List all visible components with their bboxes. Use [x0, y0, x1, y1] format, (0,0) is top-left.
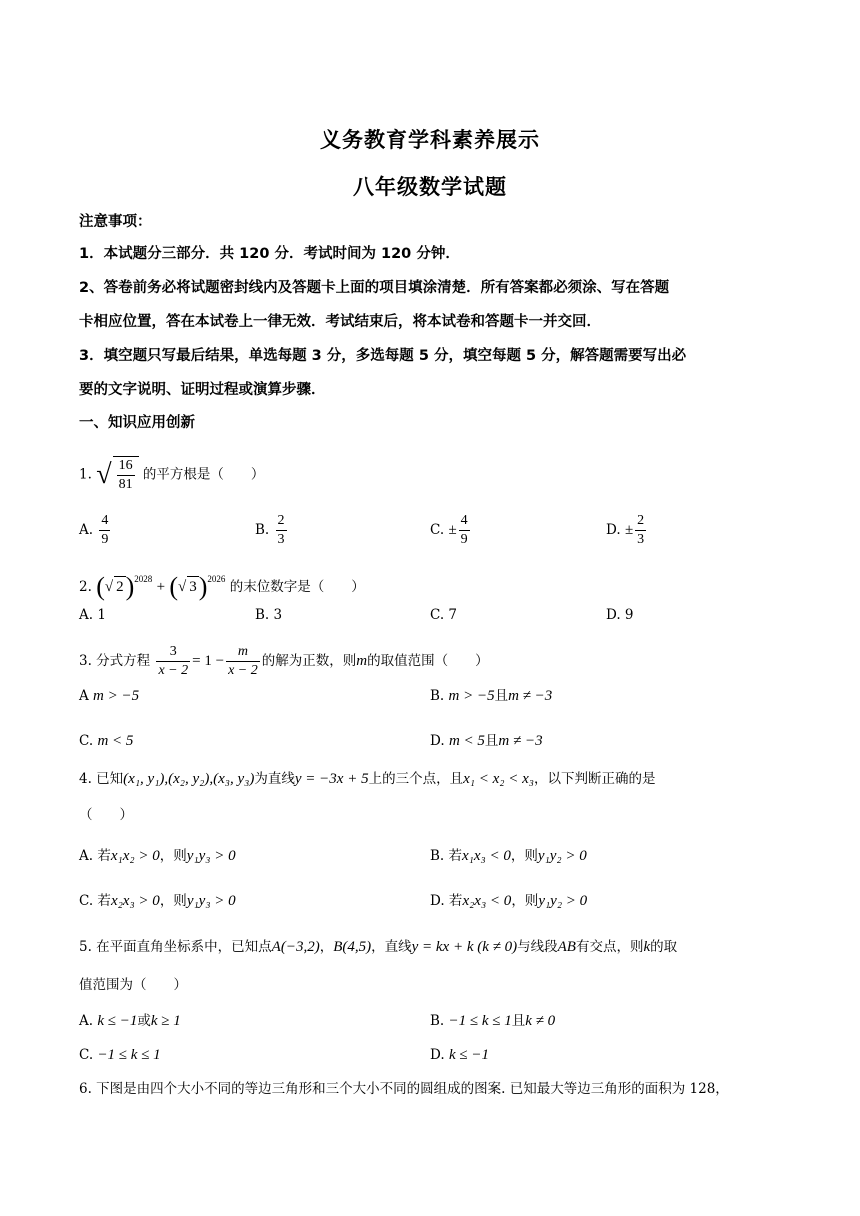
q3-a-math: m > −5: [93, 688, 140, 704]
q3-c-math: m < 5: [97, 733, 134, 749]
q3-frac1-den: x − 2: [158, 663, 189, 678]
q4-a-label: A. 若: [79, 848, 111, 864]
q5-b-and: 且: [511, 1013, 526, 1029]
q5-pre: 5. 在平面直角坐标系中，已知点: [79, 939, 272, 955]
q1-radical: √ $\frac{16}{81}$: [96, 456, 138, 494]
q2-base-1: 2: [114, 576, 126, 597]
q2-text: 的末位数字是（ ）: [229, 579, 365, 595]
q4-bracket: （ ）: [79, 807, 133, 823]
q4-b-label: B. 若: [430, 848, 463, 864]
q1-option-c[interactable]: [430, 512, 472, 549]
q5-point-a: A(−3,2): [271, 939, 320, 955]
q4-b-then: ，则: [510, 848, 538, 864]
q1-d-den: 3: [637, 532, 645, 547]
exam-subtitle: 八年级数学试题: [353, 175, 507, 199]
q3-number: 3. 分式方程: [79, 653, 151, 669]
section-heading: 一、知识应用创新: [79, 415, 195, 431]
q5-mid-2: 与线段: [517, 939, 558, 955]
q5-point-b: B(4,5): [333, 939, 372, 955]
q1-b-den: 3: [277, 532, 285, 547]
q5-line-2: 值范围为（ ）: [79, 977, 187, 993]
q3-option-b[interactable]: [430, 686, 552, 706]
q5-line-eq: y = kx + k (k ≠ 0): [411, 939, 518, 955]
q4-d-result: y₁y₂ > 0: [538, 893, 588, 909]
notice-2a: 2、答卷前务必将试题密封线内及答题卡上面的项目填涂清楚．所有答案都必须涂、写在答题: [79, 280, 670, 296]
q3-text: 的解为正数，则: [261, 653, 357, 669]
q2-exp-1: 2028: [134, 574, 153, 584]
q5-a-or: 或: [137, 1013, 151, 1029]
q5-mid-3: 有交点，则: [575, 939, 644, 955]
q5-c-label: C.: [79, 1047, 94, 1063]
q5-k: k: [643, 939, 651, 955]
q4-d-label: D. 若: [430, 893, 463, 909]
q4-a-cond: x₁x₂ > 0: [110, 848, 160, 864]
notice-2b: 卡相应位置，答在本试卷上一律无效．考试结束后，将本试卷和答题卡一并交回．: [79, 314, 601, 330]
q1-c-label: C.: [430, 522, 445, 538]
q1-c-den: 9: [460, 532, 468, 547]
q3-text-2: 的取值范围（ ）: [367, 653, 489, 669]
q5-a-math1: k ≤ −1: [97, 1013, 138, 1029]
q3-b-and: 且: [494, 688, 509, 704]
q5-comma: ，: [319, 939, 334, 955]
q5-a-math2: k ≥ 1: [150, 1013, 181, 1029]
question-6: 6. 下图是由四个大小不同的等边三角形和三个大小不同的圆组成的图案. 已知最大等边三角形的面积为 128，: [79, 1081, 729, 1097]
q1-text: 的平方根是（ ）: [142, 466, 265, 483]
q3-frac1-num: 3: [169, 644, 177, 659]
q3-frac2-num: m: [237, 644, 248, 659]
q2-option-a[interactable]: A. 1: [79, 607, 106, 623]
q3-frac2-den: x − 2: [228, 663, 258, 678]
q5-option-c[interactable]: [79, 1045, 161, 1065]
q1-c-pm: ±: [448, 522, 457, 538]
q1-b-label: B.: [255, 522, 270, 538]
q4-a-result: y₁y₃ > 0: [186, 848, 236, 864]
q1-d-pm: ±: [624, 522, 634, 538]
q2-plus: +: [156, 579, 166, 595]
question-5: [79, 937, 789, 957]
q2-option-b[interactable]: B. 3: [255, 607, 283, 623]
q4-d-cond: x₂x₃ < 0: [462, 893, 512, 909]
notice-1: 1．本试题分三部分．共 120 分．考试时间为 120 分钟．: [79, 246, 460, 262]
q1-option-a[interactable]: [79, 512, 112, 549]
q4-b-result: y₁y₂ > 0: [537, 848, 587, 864]
q4-option-a[interactable]: [79, 846, 236, 866]
q1-number: 1.: [79, 466, 92, 483]
q3-d-label: D.: [430, 733, 445, 749]
q2-base-2: 3: [187, 576, 199, 597]
q4-option-c[interactable]: [79, 891, 236, 911]
q2-option-d[interactable]: D. 9: [606, 607, 634, 623]
q3-d-math2: m ≠ −3: [498, 733, 543, 749]
q3-option-d[interactable]: [430, 731, 543, 751]
q3-d-and: 且: [484, 733, 499, 749]
q3-d-math1: m < 5: [448, 733, 485, 749]
q4-d-then: ，则: [511, 893, 539, 909]
q3-option-a[interactable]: [79, 686, 139, 706]
q3-b-label: B.: [430, 688, 445, 704]
q5-option-a[interactable]: [79, 1011, 181, 1031]
q5-a-label: A.: [79, 1013, 94, 1029]
q1-a-num: 4: [101, 513, 109, 528]
q5-d-math: k ≤ −1: [448, 1047, 489, 1063]
question-1: [79, 456, 789, 494]
question-2: 2. (√ 2)$^{2028}$ + (√ 3)$^{2026}$ 的末位数字是（ ）: [79, 572, 365, 601]
q4-c-then: ，则: [159, 893, 187, 909]
q4-mid: 为直线: [254, 771, 295, 787]
q1-radicand-den: 81: [118, 477, 133, 492]
notice-heading: 注意事项：: [79, 214, 152, 230]
q3-var: m: [356, 653, 368, 669]
q1-option-d[interactable]: [606, 512, 648, 549]
q4-b-cond: x₁x₃ < 0: [462, 848, 511, 864]
q2-exp-2: 2026: [207, 574, 226, 584]
q5-segment: AB: [557, 939, 576, 955]
q5-d-label: D.: [430, 1047, 445, 1063]
q2-number: 2.: [79, 579, 92, 595]
q1-c-num: 4: [460, 513, 468, 528]
q5-mid: ，直线: [371, 939, 412, 955]
q4-option-d[interactable]: [430, 891, 587, 911]
q4-c-label: C. 若: [79, 893, 111, 909]
question-4: [79, 769, 789, 789]
q3-option-c[interactable]: [79, 731, 133, 751]
q4-pre: 4. 已知: [79, 771, 124, 787]
q1-d-label: D.: [606, 522, 621, 538]
q5-option-d[interactable]: [430, 1045, 489, 1065]
q4-a-then: ，则: [159, 848, 187, 864]
notice-3a: 3．填空题只写最后结果，单选每题 3 分，多选每题 5 分，填空每题 5 分，解答题需要写出必: [79, 348, 687, 364]
q4-option-b[interactable]: [430, 846, 587, 866]
notice-3b: 要的文字说明、证明过程或演算步骤．: [79, 382, 326, 398]
q5-post: 的取: [650, 939, 678, 955]
q3-c-label: C.: [79, 733, 94, 749]
exam-title: 义务教育学科素养展示: [320, 128, 540, 152]
q5-b-math1: −1 ≤ k ≤ 1: [448, 1013, 512, 1029]
q1-d-num: 2: [637, 513, 645, 528]
q5-b-math2: k ≠ 0: [525, 1013, 556, 1029]
q3-a-label: A: [79, 688, 89, 704]
question-3: [79, 643, 789, 680]
q4-post: ，以下判断正确的是: [533, 771, 656, 787]
q3-b-math2: m ≠ −3: [508, 688, 553, 704]
q5-b-label: B.: [430, 1013, 445, 1029]
q5-c-math: −1 ≤ k ≤ 1: [97, 1047, 161, 1063]
q1-radicand-num: 16: [118, 458, 133, 473]
q4-c-result: y₁y₃ > 0: [186, 893, 236, 909]
q2-option-c[interactable]: C. 7: [430, 607, 458, 623]
q3-equals: = 1 −: [192, 653, 225, 669]
q4-c-cond: x₂x₃ > 0: [110, 893, 160, 909]
q1-a-den: 9: [101, 532, 109, 547]
q4-points: (x₁, y₁),(x₂, y₂),(x₃, y₃): [123, 771, 255, 787]
q3-b-math1: m > −5: [448, 688, 495, 704]
q1-b-num: 2: [277, 513, 285, 528]
q5-option-b[interactable]: [430, 1011, 555, 1031]
q4-mid-2: 上的三个点，且: [368, 771, 464, 787]
q1-a-label: A.: [79, 522, 94, 538]
q1-option-b[interactable]: [255, 512, 289, 549]
q4-inequality: x₁ < x₂ < x₃: [463, 771, 534, 787]
q4-line-eq: y = −3x + 5: [294, 771, 369, 787]
